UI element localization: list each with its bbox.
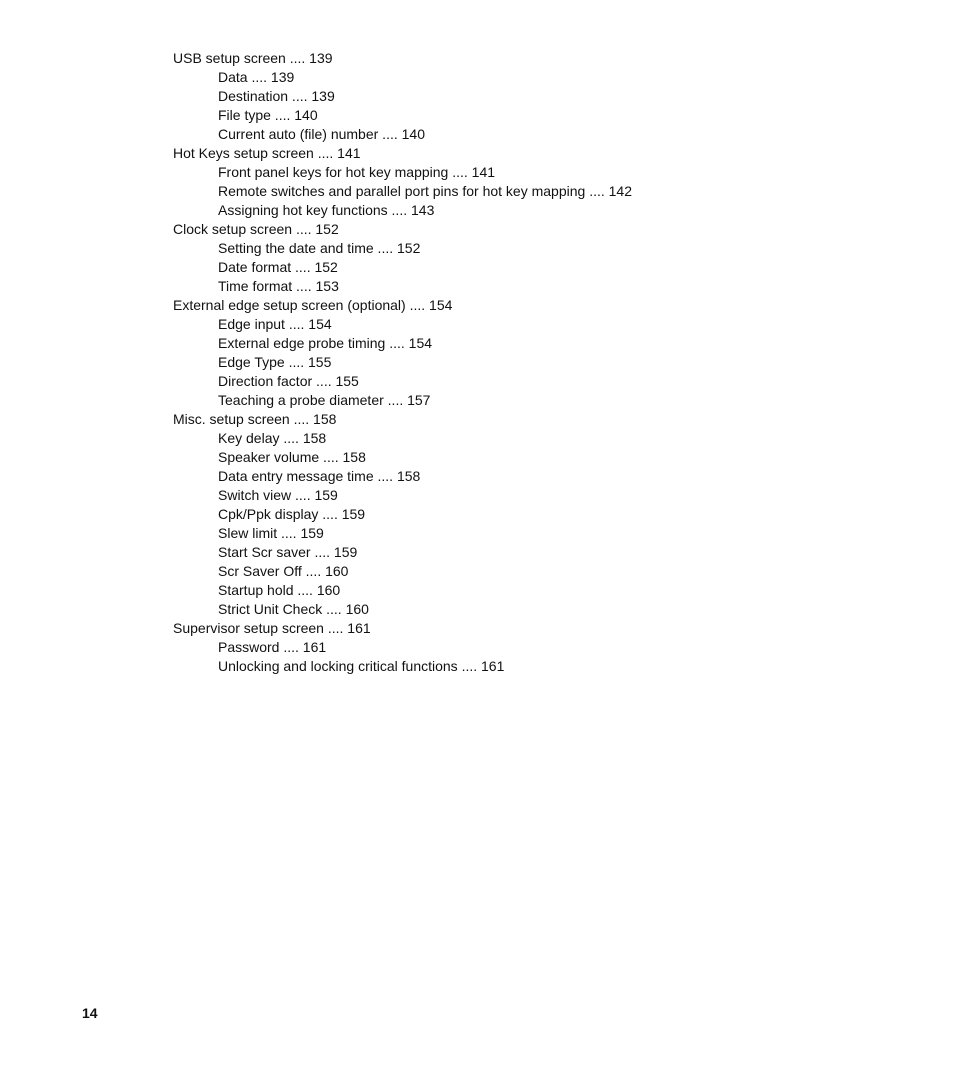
toc-entry[interactable]: Cpk/Ppk display .... 159 <box>218 506 366 522</box>
toc-section-title[interactable]: Supervisor setup screen .... 161 <box>173 620 371 636</box>
toc-entry[interactable]: Edge Type .... 155 <box>218 354 332 370</box>
toc-entry[interactable]: Data entry message time .... 158 <box>218 468 421 484</box>
toc-entry[interactable]: Switch view .... 159 <box>218 487 338 503</box>
toc-entry[interactable]: Time format .... 153 <box>218 278 339 294</box>
toc-section-clock <box>173 220 893 296</box>
toc-section-title[interactable]: Clock setup screen .... 152 <box>173 221 339 237</box>
toc-section-external-edge <box>173 296 893 410</box>
toc-section-misc <box>173 410 893 619</box>
toc-entry[interactable]: Password .... 161 <box>218 639 327 655</box>
toc-entry[interactable]: Edge input .... 154 <box>218 316 332 332</box>
toc-entry[interactable]: Date format .... 152 <box>218 259 338 275</box>
table-of-contents <box>173 49 893 676</box>
toc-entry[interactable]: Setting the date and time .... 152 <box>218 240 421 256</box>
toc-section-title[interactable]: Misc. setup screen .... 158 <box>173 411 337 427</box>
toc-entry[interactable]: Front panel keys for hot key mapping .... 141 <box>218 164 496 180</box>
toc-entry[interactable]: Current auto (file) number .... 140 <box>218 126 425 142</box>
toc-entry[interactable]: File type .... 140 <box>218 107 318 123</box>
toc-entry[interactable]: Teaching a probe diameter .... 157 <box>218 392 431 408</box>
page-number: 14 <box>82 1005 98 1021</box>
toc-entry[interactable]: Key delay .... 158 <box>218 430 327 446</box>
toc-entry[interactable]: Direction factor .... 155 <box>218 373 359 389</box>
toc-entry[interactable]: Start Scr saver .... 159 <box>218 544 358 560</box>
toc-entry[interactable]: Unlocking and locking critical functions .... 161 <box>218 658 505 674</box>
toc-entry[interactable]: Data .... 139 <box>218 69 295 85</box>
toc-entry[interactable]: Speaker volume .... 158 <box>218 449 366 465</box>
toc-entry[interactable]: Assigning hot key functions .... 143 <box>218 202 435 218</box>
toc-entry[interactable]: External edge probe timing .... 154 <box>218 335 433 351</box>
toc-section-title[interactable]: External edge setup screen (optional) .... 154 <box>173 297 453 313</box>
toc-section-supervisor <box>173 619 893 676</box>
toc-entry[interactable]: Remote switches and parallel port pins for hot key mapping .... 142 <box>218 183 632 199</box>
toc-entry[interactable]: Scr Saver Off .... 160 <box>218 563 349 579</box>
toc-section-usb <box>173 49 893 144</box>
toc-entry[interactable]: Destination .... 139 <box>218 88 335 104</box>
toc-entry[interactable]: Startup hold .... 160 <box>218 582 341 598</box>
toc-entry[interactable]: Slew limit .... 159 <box>218 525 324 541</box>
toc-section-title[interactable]: Hot Keys setup screen .... 141 <box>173 145 361 161</box>
toc-entry[interactable]: Strict Unit Check .... 160 <box>218 601 369 617</box>
toc-section-title[interactable]: USB setup screen .... 139 <box>173 50 333 66</box>
toc-section-hot-keys <box>173 144 893 220</box>
